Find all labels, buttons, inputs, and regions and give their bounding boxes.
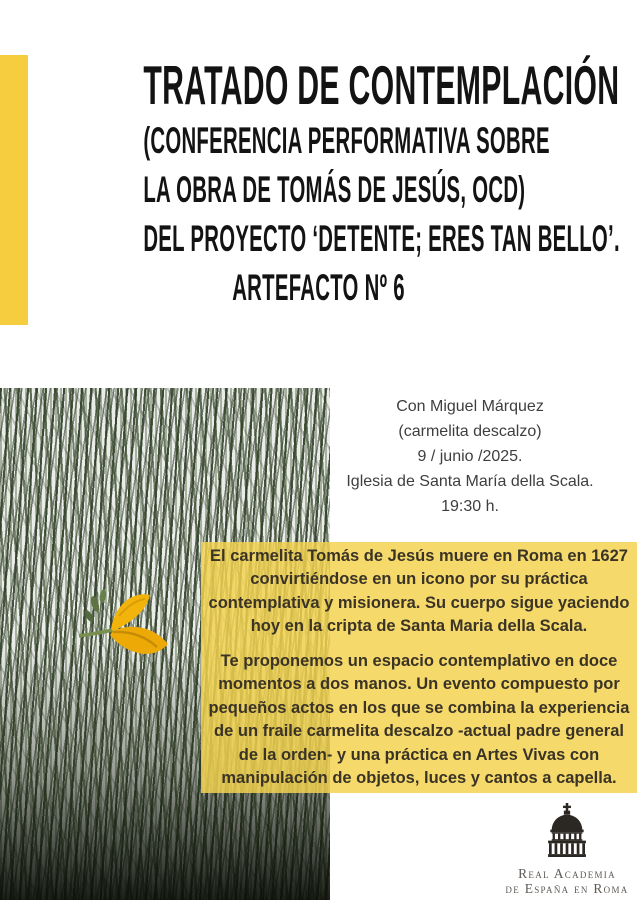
title-line: ARTEFACTO Nº 6 bbox=[232, 267, 405, 308]
info-line-role: (carmelita descalzo) bbox=[398, 423, 542, 440]
info-line-date: 9 / junio /2025. bbox=[417, 448, 523, 465]
title-line: TRATADO DE CONTEMPLACIÓN bbox=[143, 54, 620, 116]
info-line-time: 19:30 h. bbox=[441, 498, 499, 515]
description-paragraph: Te proponemos un espacio contemplativo en doce momentos a dos manos. Un evento compuesto por pequeños actos en los que se combina la experiencia de un fraile carmelita descalzo -actual padre general de la orden- y una práctica en Artes Vivas con manipulación de objetos, luces y cantos a capella. bbox=[208, 651, 630, 787]
event-info bbox=[312, 394, 628, 519]
academy-logo bbox=[492, 799, 637, 896]
title-line: DEL PROYECTO ‘DETENTE; ERES TAN BELLO’. bbox=[143, 218, 620, 259]
logo-text bbox=[492, 866, 637, 896]
description-paragraph: El carmelita Tomás de Jesús muere en Roma en 1627 convirtiéndose en un icono por su práctica contemplativa y misionera. Su cuerpo sigue yaciendo hoy en la cripta de Santa Maria della Scala. bbox=[208, 546, 630, 635]
broom-flower-icon bbox=[75, 586, 175, 678]
title-line: (CONFERENCIA PERFORMATIVA SOBRE bbox=[143, 120, 550, 161]
logo-text-line: Real Academia bbox=[518, 866, 616, 881]
logo-text-line: de España en Roma bbox=[505, 881, 629, 896]
dome-building-icon bbox=[540, 799, 594, 861]
info-line-venue: Iglesia de Santa María della Scala. bbox=[346, 473, 594, 490]
title-line: LA OBRA DE TOMÁS DE JESÚS, OCD) bbox=[143, 169, 526, 210]
description-box bbox=[201, 542, 637, 793]
info-line-speaker: Con Miguel Márquez bbox=[396, 398, 544, 415]
poster-title bbox=[0, 54, 637, 312]
